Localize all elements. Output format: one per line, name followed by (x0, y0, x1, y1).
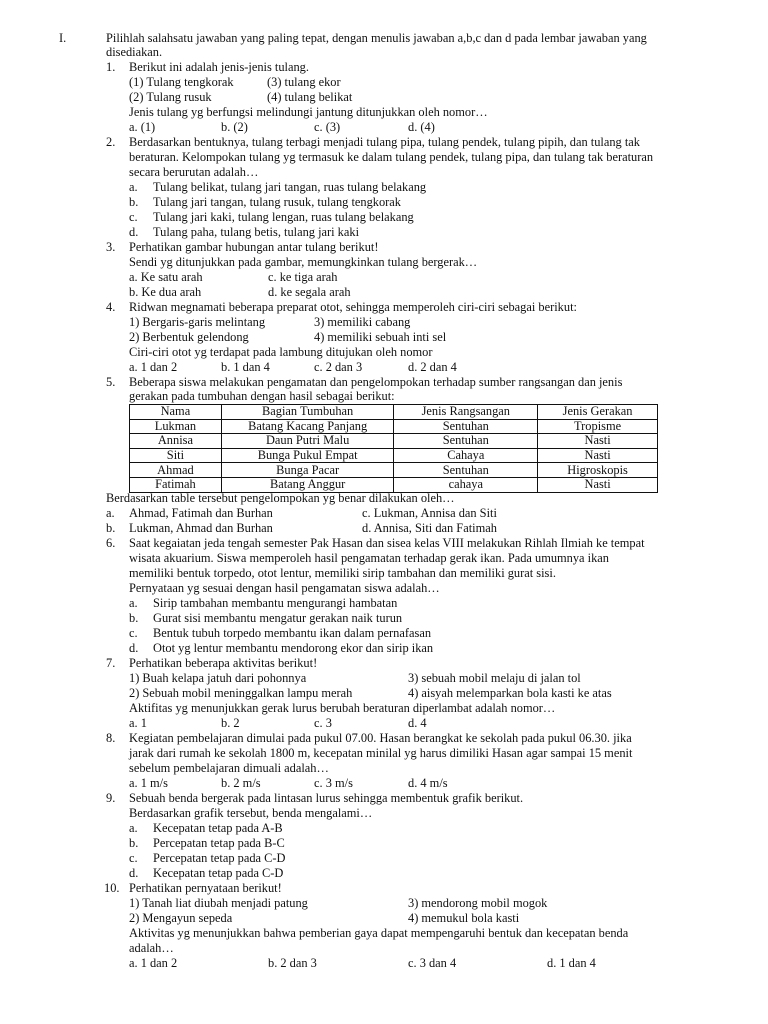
section-numeral: I. (59, 31, 67, 45)
q1-option-a: a. (1) (129, 120, 156, 134)
q9-question: Berdasarkan grafik tersebut, benda mengalami… (129, 806, 373, 820)
q1-option-d: d. (4) (408, 120, 435, 134)
q7-stem: Perhatikan beberapa aktivitas berikut! (129, 656, 318, 670)
q9-option-letter: b. (129, 836, 139, 850)
instruction-line-2: disediakan. (106, 45, 163, 59)
q3-stem: Perhatikan gambar hubungan antar tulang berikut! (129, 240, 379, 254)
q9-option-letter: c. (129, 851, 138, 865)
table-cell: Nasti (538, 448, 658, 463)
q3-option-d: d. ke segala arah (268, 285, 351, 299)
q5-option-letter: b. (106, 521, 116, 535)
q2-option-text: Tulang jari tangan, tulang rusuk, tulang tengkorak (153, 195, 401, 209)
q9-option-text: Percepatan tetap pada C-D (153, 851, 286, 865)
q10-option-b: b. 2 dan 3 (268, 956, 317, 970)
instruction-line-1: Pilihlah salahsatu jawaban yang paling tepat, dengan menulis jawaban a,b,c dan d pada lembar jawaban yang (106, 31, 647, 45)
q10-question-line-2: adalah… (129, 941, 174, 955)
q4-option-a: a. 1 dan 2 (129, 360, 178, 374)
q5-option-text: c. Lukman, Annisa dan Siti (362, 506, 497, 520)
q6-number: 6. (106, 536, 116, 550)
q4-item: 4) memiliki sebuah inti sel (314, 330, 447, 344)
q8-option-a: a. 1 m/s (129, 776, 168, 790)
q8-option-c: c. 3 m/s (314, 776, 353, 790)
observation-table (129, 404, 658, 493)
q4-item: 1) Bergaris-garis melintang (129, 315, 266, 329)
q7-item: 1) Buah kelapa jatuh dari pohonnya (129, 671, 307, 685)
table-row (130, 477, 658, 492)
q1-item: (4) tulang belikat (267, 90, 353, 104)
q1-option-b: b. (2) (221, 120, 248, 134)
q2-option-text: Tulang jari kaki, tulang lengan, ruas tulang belakang (153, 210, 414, 224)
q1-question: Jenis tulang yg berfungsi melindungi jantung ditunjukkan oleh nomor… (129, 105, 488, 119)
q7-option-b: b. 2 (221, 716, 240, 730)
q7-question: Aktifitas yg menunjukkan gerak lurus berubah beraturan diperlambat adalah nomor… (129, 701, 556, 715)
q6-stem-line-1: Saat kegaiatan jeda tengah semester Pak Hasan dan sisea kelas VIII melakukan Rihlah Ilmiah ke tempat (129, 536, 645, 550)
q8-stem-line-3: sebelum pembelajaran dimuali adalah… (129, 761, 329, 775)
q1-item: (1) Tulang tengkorak (129, 75, 234, 89)
q3-option-a: a. Ke satu arah (129, 270, 203, 284)
q6-option-text: Bentuk tubuh torpedo membantu ikan dalam pernafasan (153, 626, 432, 640)
q9-option-letter: d. (129, 866, 139, 880)
q1-item: (3) tulang ekor (267, 75, 341, 89)
table-cell: Sentuhan (394, 463, 538, 478)
table-row (130, 434, 658, 449)
q2-option-letter: c. (129, 210, 138, 224)
q5-option-text: Ahmad, Fatimah dan Burhan (129, 506, 273, 520)
q2-option-letter: d. (129, 225, 139, 239)
table-row (130, 463, 658, 478)
q10-item: 2) Mengayun sepeda (129, 911, 233, 925)
q3-option-c: c. ke tiga arah (268, 270, 338, 284)
q9-option-text: Percepatan tetap pada B-C (153, 836, 285, 850)
q1-option-c: c. (3) (314, 120, 341, 134)
q5-stem-line-1: Beberapa siswa melakukan pengamatan dan pengelompokan terhadap sumber rangsangan dan jenis (129, 375, 623, 389)
q9-option-text: Kecepatan tetap pada C-D (153, 866, 284, 880)
q2-option-letter: b. (129, 195, 139, 209)
q6-option-text: Gurat sisi membantu mengatur gerakan naik turun (153, 611, 403, 625)
q6-question: Pernyataan yg sesuai dengan hasil pengamatan siswa adalah… (129, 581, 440, 595)
q6-option-letter: a. (129, 596, 138, 610)
q9-option-letter: a. (129, 821, 138, 835)
q6-option-letter: c. (129, 626, 138, 640)
q3-option-b: b. Ke dua arah (129, 285, 202, 299)
q4-option-d: d. 2 dan 4 (408, 360, 457, 374)
q6-stem-line-3: memiliki bentuk torpedo, otot lentur, memiliki sirip tambahan dan memiliki gurat sisi. (129, 566, 556, 580)
q3-question: Sendi yg ditunjukkan pada gambar, memungkinkan tulang bergerak… (129, 255, 478, 269)
q3-number: 3. (106, 240, 116, 254)
q2-number: 2. (106, 135, 116, 149)
q10-question-line-1: Aktivitas yg menunjukkan bahwa pemberian gaya dapat mempengaruhi bentuk dan kecepatan benda (129, 926, 629, 940)
q6-option-letter: d. (129, 641, 139, 655)
q6-stem-line-2: wisata akuarium. Siswa memperoleh hasil pengamatan terhadap gerak ikan. Pada umumnya ikan (129, 551, 609, 565)
q10-option-d: d. 1 dan 4 (547, 956, 596, 970)
q2-stem-line-3: secara berurutan adalah… (129, 165, 259, 179)
q8-number: 8. (106, 731, 116, 745)
q4-question: Ciri-ciri otot yg terdapat pada lambung ditujukan oleh nomor (129, 345, 433, 359)
q10-item: 3) mendorong mobil mogok (408, 896, 548, 910)
q7-item: 3) sebuah mobil melaju di jalan tol (408, 671, 581, 685)
q7-option-c: c. 3 (314, 716, 332, 730)
q2-stem-line-2: beraturan. Kelompokan tulang yg termasuk ke dalam tulang pendek, tulang pipa, dan tulang tak beraturan (129, 150, 654, 164)
q8-option-b: b. 2 m/s (221, 776, 261, 790)
q5-question: Berdasarkan table tersebut pengelompokan yg benar dilakukan oleh… (106, 491, 455, 505)
table-cell: Batang Kacang Panjang (221, 419, 394, 434)
table-cell: Ahmad (130, 463, 222, 478)
table-cell: Nasti (538, 477, 658, 492)
table-cell: Cahaya (394, 448, 538, 463)
q2-stem-line-1: Berdasarkan bentuknya, tulang terbagi menjadi tulang pipa, tulang pendek, tulang pipih, dan tulang tak (129, 135, 640, 149)
q8-stem-line-2: jarak dari rumah ke sekolah 1800 m, kecepatan minilal yg harus dimiliki Hasan agar sampai 15 menit (129, 746, 633, 760)
q7-item: 4) aisyah melemparkan bola kasti ke atas (408, 686, 612, 700)
table-cell: Sentuhan (394, 434, 538, 449)
q2-option-letter: a. (129, 180, 138, 194)
q10-item: 4) memukul bola kasti (408, 911, 520, 925)
q6-option-letter: b. (129, 611, 139, 625)
table-cell: Bunga Pacar (221, 463, 394, 478)
q9-option-text: Kecepatan tetap pada A-B (153, 821, 283, 835)
q7-option-d: d. 4 (408, 716, 427, 730)
q9-stem: Sebuah benda bergerak pada lintasan lurus sehingga membentuk grafik berikut. (129, 791, 524, 805)
table-cell: Annisa (130, 434, 222, 449)
q8-stem-line-1: Kegiatan pembelajaran dimulai pada pukul 07.00. Hasan berangkat ke sekolah pada pukul 06.30. jika (129, 731, 632, 745)
q5-option-text: Lukman, Ahmad dan Burhan (129, 521, 273, 535)
q7-item: 2) Sebuah mobil meninggalkan lampu merah (129, 686, 353, 700)
q4-stem: Ridwan megnamati beberapa preparat otot, sehingga memperoleh ciri-ciri sebagai berikut: (129, 300, 577, 314)
q6-option-text: Sirip tambahan membantu mengurangi hambatan (153, 596, 398, 610)
q2-option-text: Tulang belikat, tulang jari tangan, ruas tulang belakang (153, 180, 427, 194)
table-header: Jenis Gerakan (538, 405, 658, 420)
q4-item: 3) memiliki cabang (314, 315, 411, 329)
q10-option-c: c. 3 dan 4 (408, 956, 457, 970)
q10-stem: Perhatikan pernyataan berikut! (129, 881, 282, 895)
table-row (130, 448, 658, 463)
table-header-row (130, 405, 658, 420)
q4-option-c: c. 2 dan 3 (314, 360, 363, 374)
table-header: Bagian Tumbuhan (221, 405, 394, 420)
q4-option-b: b. 1 dan 4 (221, 360, 270, 374)
table-cell: Lukman (130, 419, 222, 434)
table-header: Nama (130, 405, 222, 420)
table-cell: Sentuhan (394, 419, 538, 434)
q1-item: (2) Tulang rusuk (129, 90, 212, 104)
table-cell: Daun Putri Malu (221, 434, 394, 449)
q2-option-text: Tulang paha, tulang betis, tulang jari kaki (153, 225, 360, 239)
table-cell: Higroskopis (538, 463, 658, 478)
q8-option-d: d. 4 m/s (408, 776, 448, 790)
q5-stem-line-2: gerakan pada tumbuhan dengan hasil sebagai berikut: (129, 389, 395, 403)
table-header: Jenis Rangsangan (394, 405, 538, 420)
q9-number: 9. (106, 791, 116, 805)
q10-item: 1) Tanah liat diubah menjadi patung (129, 896, 308, 910)
q5-option-text: d. Annisa, Siti dan Fatimah (362, 521, 497, 535)
q1-stem: Berikut ini adalah jenis-jenis tulang. (129, 60, 309, 74)
q4-item: 2) Berbentuk gelendong (129, 330, 249, 344)
table-cell: Batang Anggur (221, 477, 394, 492)
q7-number: 7. (106, 656, 116, 670)
q7-option-a: a. 1 (129, 716, 147, 730)
table-row (130, 419, 658, 434)
q1-number: 1. (106, 60, 116, 74)
q5-number: 5. (106, 375, 116, 389)
table-cell: Siti (130, 448, 222, 463)
q6-option-text: Otot yg lentur membantu mendorong ekor dan sirip ikan (153, 641, 434, 655)
table-cell: Tropisme (538, 419, 658, 434)
q10-option-a: a. 1 dan 2 (129, 956, 178, 970)
table-cell: Fatimah (130, 477, 222, 492)
q10-number: 10. (104, 881, 120, 895)
q5-option-letter: a. (106, 506, 115, 520)
table-cell: Nasti (538, 434, 658, 449)
table-cell: Bunga Pukul Empat (221, 448, 394, 463)
table-cell: cahaya (394, 477, 538, 492)
q4-number: 4. (106, 300, 116, 314)
